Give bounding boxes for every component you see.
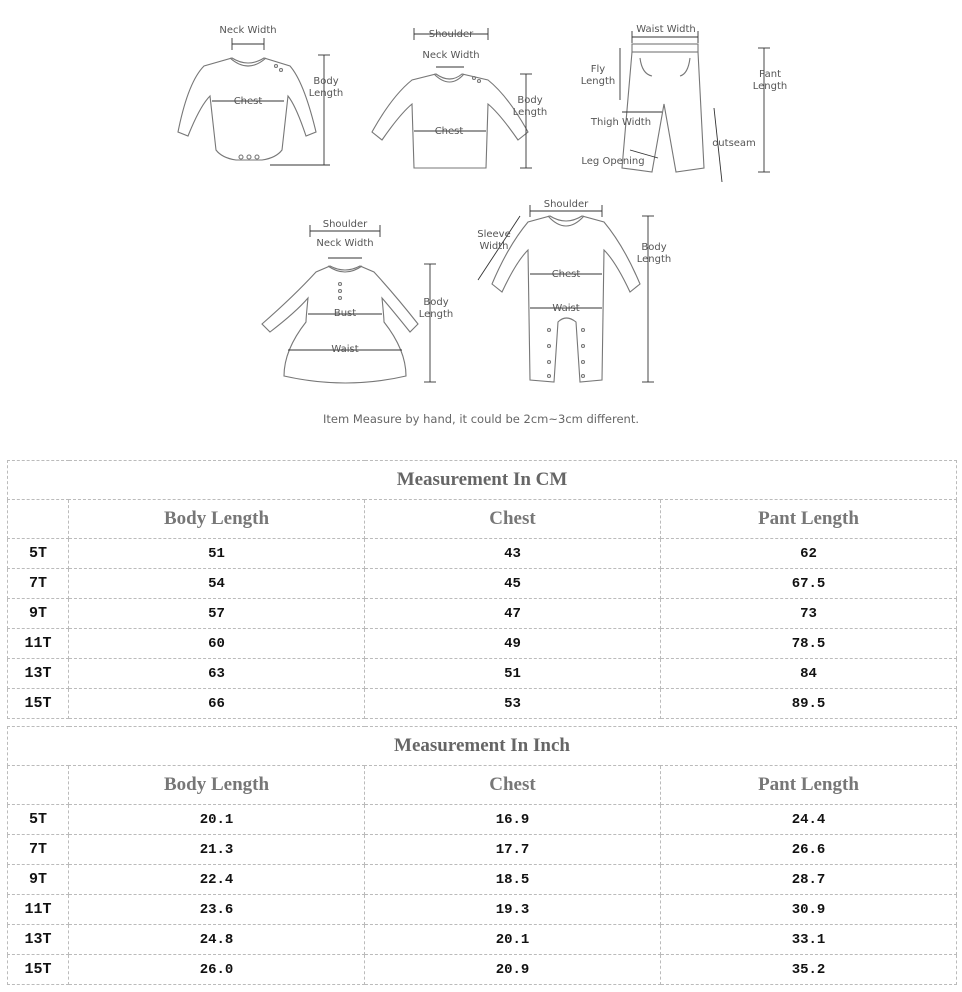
header-cell — [8, 500, 69, 539]
dress-shoulder-label: Shoulder — [322, 219, 368, 230]
table-row — [8, 895, 957, 925]
value-cell: 24.8 — [69, 925, 365, 955]
table-row — [8, 539, 957, 569]
value-cell: 43 — [365, 539, 661, 569]
bodysuit-length-label: Body Length — [308, 76, 344, 99]
value-cell: 89.5 — [661, 689, 957, 719]
value-cell: 16.9 — [365, 805, 661, 835]
table-row — [8, 629, 957, 659]
value-cell: 62 — [661, 539, 957, 569]
size-cell: 7T — [8, 569, 69, 599]
size-cell: 9T — [8, 865, 69, 895]
value-cell: 63 — [69, 659, 365, 689]
value-cell: 49 — [365, 629, 661, 659]
size-cell: 9T — [8, 599, 69, 629]
value-cell: 24.4 — [661, 805, 957, 835]
size-cell: 11T — [8, 629, 69, 659]
value-cell: 73 — [661, 599, 957, 629]
value-cell: 21.3 — [69, 835, 365, 865]
shirt-length-label: Body Length — [512, 95, 548, 118]
value-cell: 22.4 — [69, 865, 365, 895]
romper-chest-label: Chest — [551, 269, 581, 280]
value-cell: 18.5 — [365, 865, 661, 895]
inch-size-table — [7, 726, 957, 985]
value-cell: 20.1 — [365, 925, 661, 955]
table-header-row — [8, 766, 957, 805]
header-cell: Chest — [365, 500, 661, 539]
dress-bust-label: Bust — [333, 308, 357, 319]
value-cell: 45 — [365, 569, 661, 599]
romper-sleeve-label: Sleeve Width — [477, 229, 511, 252]
header-cell: Pant Length — [661, 500, 957, 539]
header-cell: Pant Length — [661, 766, 957, 805]
size-cell: 11T — [8, 895, 69, 925]
bodysuit-neck-label: Neck Width — [219, 25, 277, 36]
size-cell: 13T — [8, 659, 69, 689]
value-cell: 51 — [365, 659, 661, 689]
pants-thigh-label: Thigh Width — [590, 117, 652, 128]
header-cell: Body Length — [69, 766, 365, 805]
value-cell: 84 — [661, 659, 957, 689]
table-row — [8, 925, 957, 955]
value-cell: 28.7 — [661, 865, 957, 895]
table-row — [8, 865, 957, 895]
value-cell: 33.1 — [661, 925, 957, 955]
value-cell: 23.6 — [69, 895, 365, 925]
shirt-shoulder-label: Shoulder — [428, 29, 474, 40]
romper-waist-label: Waist — [552, 303, 580, 314]
value-cell: 26.0 — [69, 955, 365, 985]
value-cell: 26.6 — [661, 835, 957, 865]
header-cell — [8, 766, 69, 805]
table-header-row — [8, 500, 957, 539]
measure-note: Item Measure by hand, it could be 2cm~3cm different. — [322, 412, 640, 426]
table-title: Measurement In Inch — [8, 727, 957, 766]
shirt-figure — [372, 28, 532, 168]
table-row — [8, 569, 957, 599]
value-cell: 19.3 — [365, 895, 661, 925]
pants-fly-label: Fly Length — [580, 64, 616, 87]
value-cell: 53 — [365, 689, 661, 719]
pants-leg-label: Leg Opening — [581, 156, 645, 167]
dress-neck-label: Neck Width — [316, 238, 374, 249]
table-row — [8, 805, 957, 835]
value-cell: 66 — [69, 689, 365, 719]
table-title: Measurement In CM — [8, 461, 957, 500]
header-cell: Body Length — [69, 500, 365, 539]
value-cell: 67.5 — [661, 569, 957, 599]
value-cell: 78.5 — [661, 629, 957, 659]
table-row — [8, 659, 957, 689]
pants-waist-label: Waist Width — [636, 24, 696, 35]
value-cell: 47 — [365, 599, 661, 629]
table-row — [8, 689, 957, 719]
shirt-neck-label: Neck Width — [422, 50, 480, 61]
value-cell: 30.9 — [661, 895, 957, 925]
bodysuit-chest-label: Chest — [233, 96, 263, 107]
value-cell: 54 — [69, 569, 365, 599]
size-cell: 5T — [8, 805, 69, 835]
value-cell: 20.1 — [69, 805, 365, 835]
size-cell: 13T — [8, 925, 69, 955]
value-cell: 35.2 — [661, 955, 957, 985]
shirt-chest-label: Chest — [434, 126, 464, 137]
dress-length-label: Body Length — [418, 297, 454, 320]
size-cell: 15T — [8, 955, 69, 985]
value-cell: 60 — [69, 629, 365, 659]
value-cell: 51 — [69, 539, 365, 569]
size-cell: 7T — [8, 835, 69, 865]
size-cell: 15T — [8, 689, 69, 719]
table-row — [8, 835, 957, 865]
dress-waist-label: Waist — [331, 344, 359, 355]
cm-size-table — [7, 460, 957, 719]
table-row — [8, 955, 957, 985]
pants-outseam-label: outseam — [712, 138, 756, 149]
header-cell: Chest — [365, 766, 661, 805]
table-row — [8, 599, 957, 629]
romper-shoulder-label: Shoulder — [543, 199, 589, 210]
value-cell: 17.7 — [365, 835, 661, 865]
value-cell: 57 — [69, 599, 365, 629]
value-cell: 20.9 — [365, 955, 661, 985]
pants-length-label: Pant Length — [752, 69, 788, 92]
measurement-diagram — [0, 0, 962, 455]
romper-length-label: Body Length — [636, 242, 672, 265]
size-cell: 5T — [8, 539, 69, 569]
